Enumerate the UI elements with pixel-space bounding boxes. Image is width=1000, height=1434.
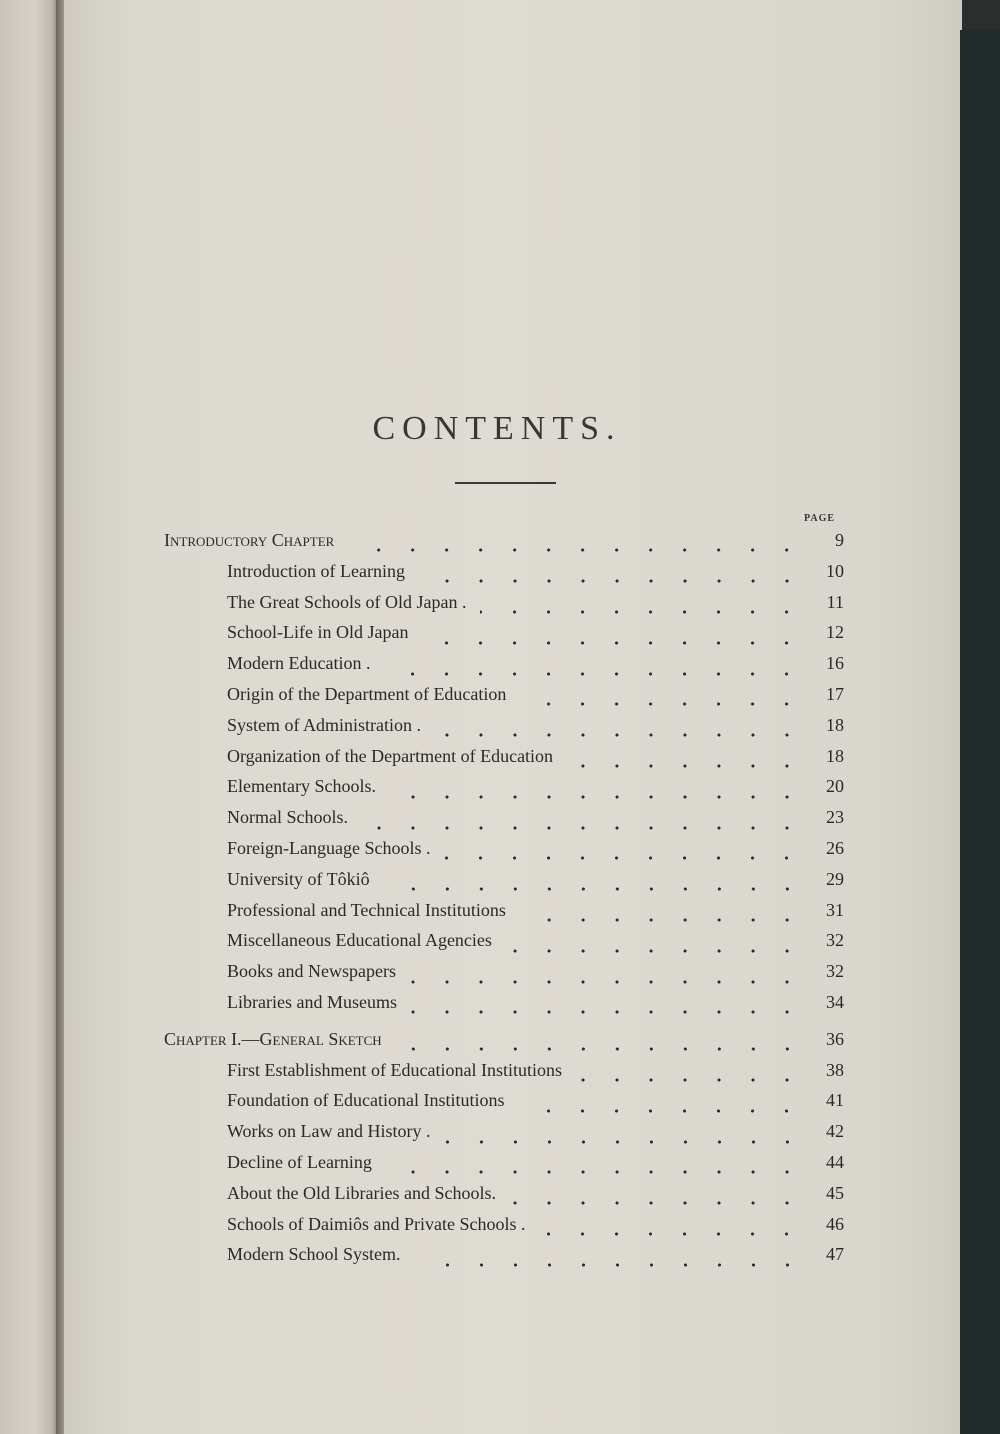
- dot-leader: [415, 1262, 805, 1268]
- page-number: 11: [826, 591, 844, 612]
- toc-entry: [164, 715, 844, 746]
- dot-leader: [520, 701, 804, 707]
- dot-leader: [518, 1108, 804, 1114]
- page-column-label: PAGE: [804, 513, 836, 524]
- entry-title: Introductory Chapter: [164, 530, 335, 550]
- dot-leader: [576, 1077, 804, 1083]
- chapter-heading: [164, 530, 844, 561]
- entry-title: Libraries and Museums: [227, 991, 397, 1012]
- toc-entry: [164, 869, 844, 900]
- entry-title: School-Life in Old Japan: [227, 622, 409, 643]
- page-number: 20: [826, 776, 844, 797]
- entry-title: First Establishment of Educational Institutions: [227, 1059, 562, 1080]
- dot-leader: [510, 1200, 804, 1206]
- entry-title: Chapter I.—General Sketch: [164, 1028, 382, 1049]
- dot-leader: [506, 948, 804, 954]
- page-number: 10: [826, 560, 844, 581]
- toc-entry: [164, 807, 844, 838]
- page-number: 16: [826, 653, 844, 674]
- entry-title: Foreign-Language Schools .: [227, 837, 431, 858]
- toc-entry: [164, 653, 844, 684]
- page-number: 46: [826, 1213, 844, 1234]
- entry-title: Foundation of Educational Institutions: [227, 1090, 505, 1111]
- book-cover-edge: [960, 30, 1000, 1434]
- entry-title: Professional and Technical Institutions: [227, 899, 506, 920]
- page-number: 32: [826, 961, 844, 982]
- page-number: 18: [826, 745, 844, 766]
- dot-leader: [411, 1009, 804, 1015]
- toc-entry: [164, 684, 844, 715]
- toc-entry: [164, 1060, 844, 1091]
- page-number: 32: [826, 930, 844, 951]
- entry-title: Introduction of Learning: [227, 560, 405, 581]
- dot-leader: [362, 825, 804, 831]
- toc-entry: [164, 1152, 844, 1183]
- previous-page-edge: [0, 0, 58, 1434]
- dot-leader: [520, 917, 804, 923]
- entry-title: Works on Law and History .: [227, 1121, 431, 1142]
- toc-entry: [164, 1244, 844, 1275]
- entry-title: Miscellaneous Educational Agencies: [227, 930, 492, 951]
- chapter-heading: [164, 1029, 844, 1060]
- page-number: 29: [826, 868, 844, 889]
- toc-entry: [164, 776, 844, 807]
- dot-leader: [384, 671, 804, 677]
- entry-title: About the Old Libraries and Schools.: [227, 1182, 496, 1203]
- page-number: 38: [826, 1059, 844, 1080]
- page-number: 26: [826, 837, 844, 858]
- toc-entry: [164, 1090, 844, 1121]
- toc-entry: [164, 592, 844, 623]
- dot-leader: [348, 547, 804, 553]
- toc-entry: [164, 900, 844, 931]
- toc-entry: [164, 930, 844, 961]
- dot-leader: [396, 1046, 804, 1052]
- page-number: 41: [826, 1090, 844, 1111]
- title-rule: [455, 482, 556, 484]
- entry-title: Normal Schools.: [227, 807, 348, 828]
- page-number: 44: [826, 1151, 844, 1172]
- dot-leader: [445, 1139, 804, 1145]
- entry-title: System of Administration .: [227, 714, 422, 735]
- dot-leader: [386, 1169, 804, 1175]
- page-number: 9: [835, 530, 844, 550]
- toc-entry: [164, 992, 844, 1023]
- page-title: CONTENTS.: [372, 410, 622, 447]
- toc-entry: [164, 1214, 844, 1245]
- entry-title: University of Tôkiô: [227, 868, 370, 889]
- book-page: [64, 0, 962, 1434]
- page-number: 12: [826, 622, 844, 643]
- entry-title: Decline of Learning: [227, 1151, 372, 1172]
- dot-leader: [410, 979, 804, 985]
- entry-title: Books and Newspapers: [227, 961, 396, 982]
- dot-leader: [435, 732, 804, 738]
- dot-leader: [539, 1231, 804, 1237]
- toc-entry: [164, 561, 844, 592]
- page-number: 36: [826, 1028, 844, 1049]
- page-number: 31: [826, 899, 844, 920]
- entry-title: The Great Schools of Old Japan .: [227, 591, 467, 612]
- table-of-contents: [164, 530, 844, 1275]
- toc-entry: [164, 1183, 844, 1214]
- entry-title: Elementary Schools.: [227, 776, 376, 797]
- page-number: 45: [826, 1182, 844, 1203]
- dot-leader: [419, 578, 804, 584]
- page-number: 34: [826, 991, 844, 1012]
- page-number: 17: [826, 683, 844, 704]
- toc-entry: [164, 746, 844, 777]
- entry-title: Schools of Daimiôs and Private Schools .: [227, 1213, 526, 1234]
- toc-entry: [164, 622, 844, 653]
- dot-leader: [444, 855, 804, 861]
- entry-title: Organization of the Department of Education: [227, 745, 554, 766]
- page-number: 23: [826, 807, 844, 828]
- dot-leader: [480, 609, 804, 615]
- entry-title: Modern School System.: [227, 1244, 401, 1265]
- page-number: 47: [826, 1244, 844, 1265]
- entry-title: Origin of the Department of Education: [227, 683, 507, 704]
- page-number: 42: [826, 1121, 844, 1142]
- toc-entry: [164, 1121, 844, 1152]
- dot-leader: [390, 794, 804, 800]
- entry-title: Modern Education .: [227, 653, 371, 674]
- toc-entry: [164, 838, 844, 869]
- toc-entry: [164, 961, 844, 992]
- dot-leader: [567, 763, 804, 769]
- dot-leader: [384, 886, 804, 892]
- dot-leader: [422, 640, 804, 646]
- page-number: 18: [826, 714, 844, 735]
